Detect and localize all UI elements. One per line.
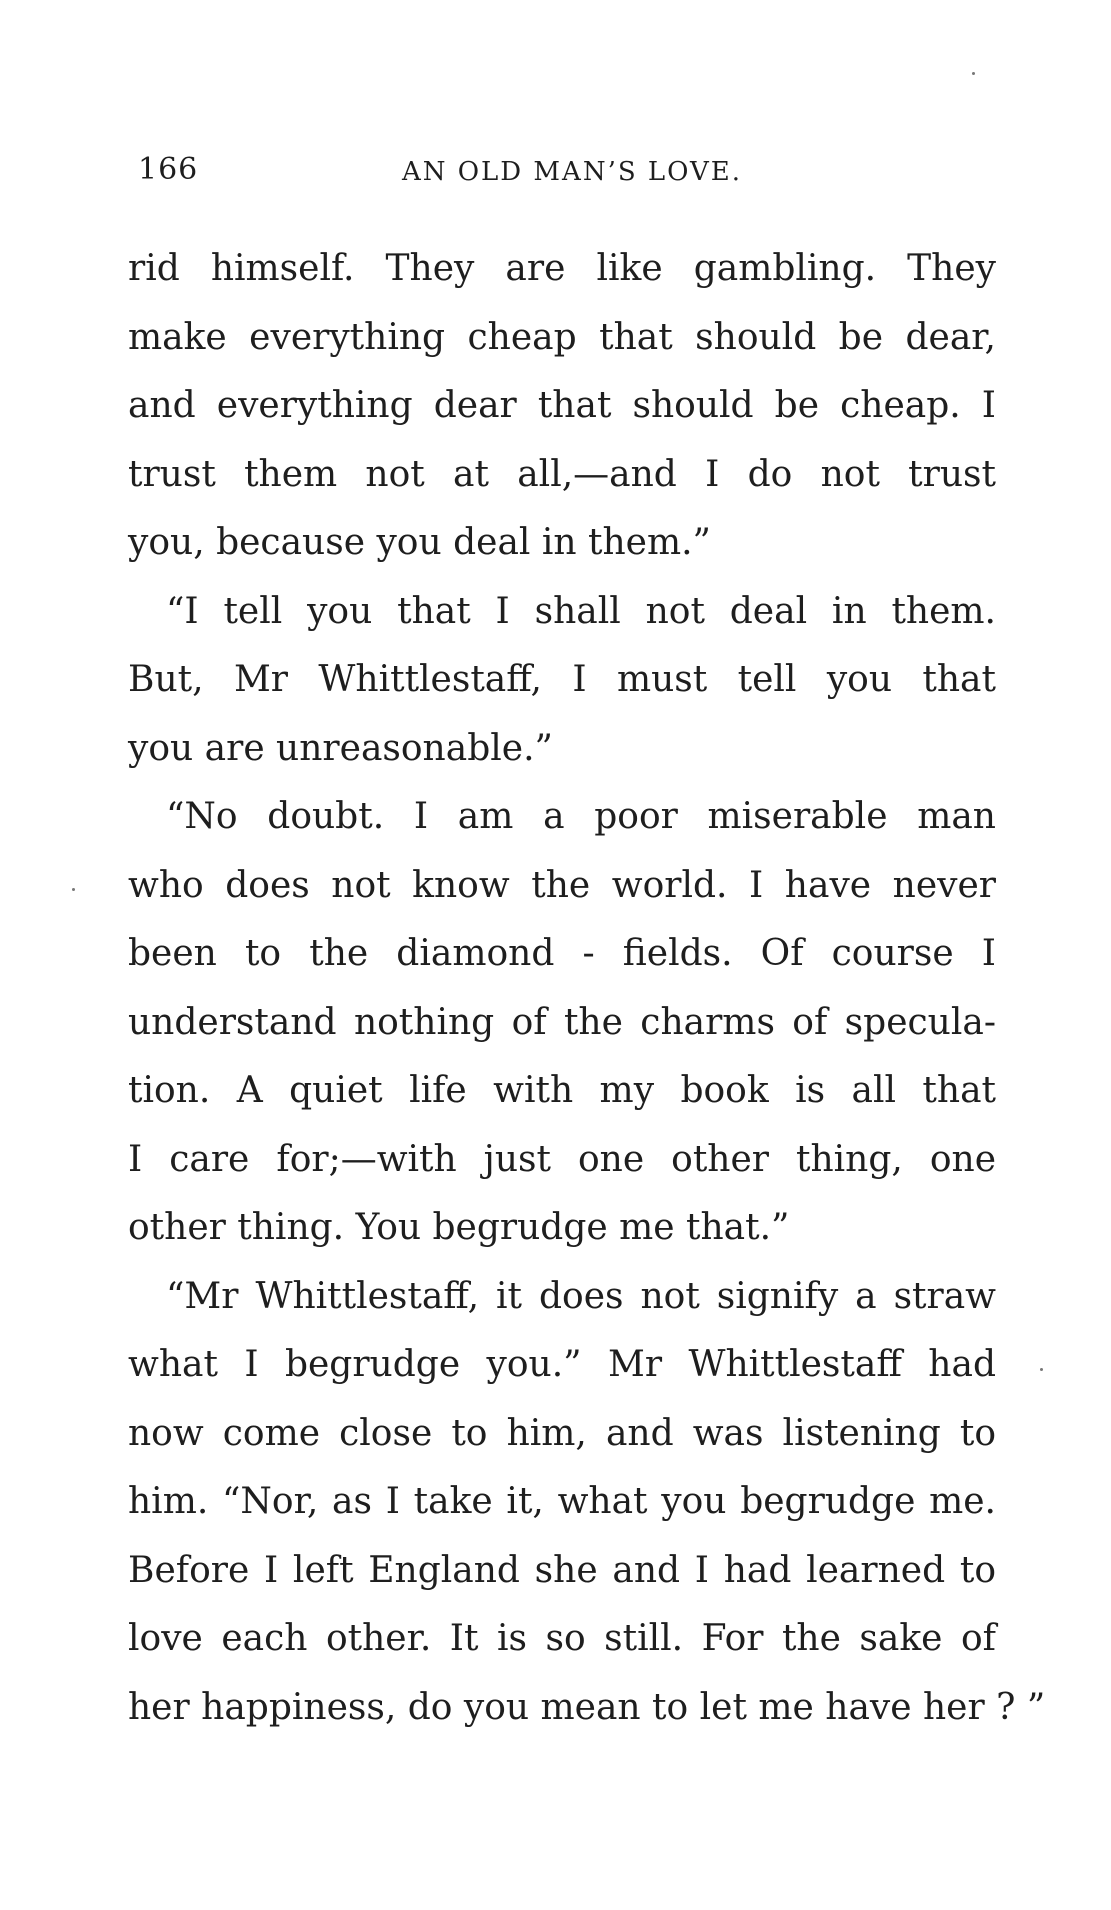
- scan-speck: [1040, 1368, 1043, 1371]
- text-line: tion. A quiet life with my book is all that: [128, 1070, 996, 1111]
- body-text: [128, 235, 1046, 1742]
- paragraph: [128, 1263, 1046, 1743]
- text-line: trust them not at all,—and I do not trust: [128, 453, 996, 495]
- text-line: “I tell you that I shall not deal in them.: [166, 590, 996, 632]
- text-line: But, Mr Whittlestaff, I must tell you that: [128, 659, 996, 700]
- text-line: love each other. It is so still. For the sake of: [128, 1618, 996, 1659]
- scan-speck: [972, 72, 975, 75]
- text-line: who does not know the world. I have never: [128, 864, 996, 906]
- paragraph: [128, 578, 996, 784]
- page-number: 166: [138, 152, 199, 187]
- text-line: other thing. You begrudge me that.”: [128, 1207, 790, 1248]
- text-line: “Mr Whittlestaff, it does not signify a straw: [166, 1275, 996, 1317]
- page-header: [128, 150, 996, 190]
- text-line: her happiness, do you mean to let me have her ? ”: [128, 1686, 1046, 1728]
- running-head: AN OLD MAN’S LOVE.: [401, 157, 743, 187]
- text-line: you are unreasonable.”: [128, 727, 553, 769]
- text-line: make everything cheap that should be dear,: [128, 316, 996, 358]
- paragraph: [128, 783, 996, 1263]
- text-line: Before I left England she and I had learned to: [128, 1549, 996, 1591]
- text-line: him. “Nor, as I take it, what you begrudge me.: [128, 1481, 996, 1522]
- text-line: understand nothing of the charms of specula-: [128, 1001, 996, 1043]
- text-line: rid himself. They are like gambling. They: [128, 248, 996, 289]
- text-line: and everything dear that should be cheap. I: [128, 385, 996, 426]
- text-line: what I begrudge you.” Mr Whittlestaff had: [128, 1344, 996, 1385]
- text-line: I care for;—with just one other thing, one: [128, 1138, 996, 1180]
- text-line: you, because you deal in them.”: [128, 522, 711, 563]
- paragraph: [128, 235, 996, 578]
- text-line: now come close to him, and was listening to: [128, 1412, 996, 1454]
- text-line: been to the diamond - fields. Of course I: [128, 933, 996, 974]
- scan-speck: [72, 888, 75, 891]
- text-line: “No doubt. I am a poor miserable man: [166, 796, 996, 837]
